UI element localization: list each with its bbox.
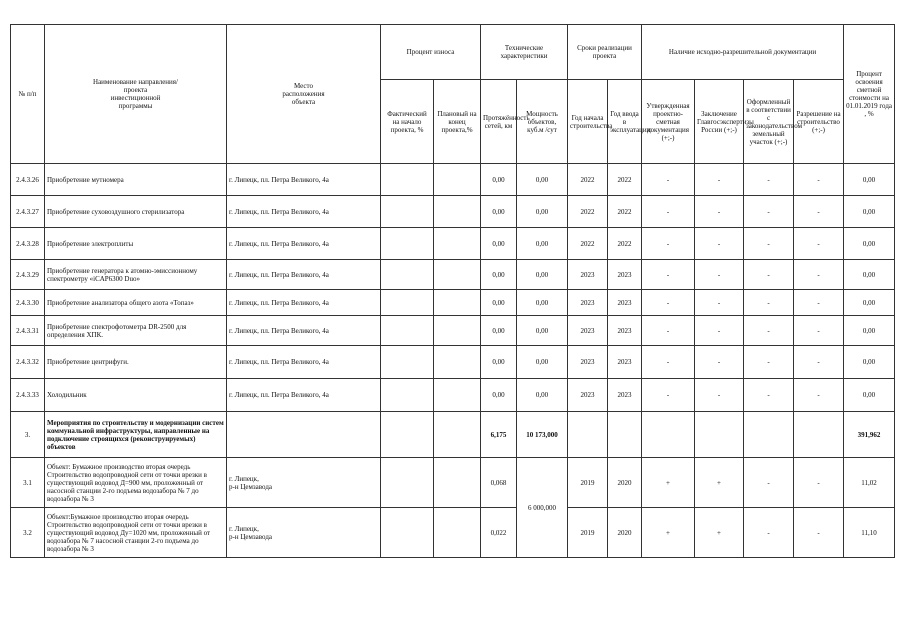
row-docs-permit: - <box>794 346 844 379</box>
row-num: 2.4.3.26 <box>11 164 45 196</box>
row-cost: 0,00 <box>844 196 895 228</box>
row-capacity: 0,00 <box>517 260 568 290</box>
row-capacity: 0,00 <box>517 290 568 316</box>
row-length: 0,00 <box>481 379 517 412</box>
row-num: 2.4.3.28 <box>11 228 45 260</box>
section-name: Мероприятия по строительству и модернизации систем коммунальной инфраструктуры, направленные на подключение строящихся (реконструируемых) объектов <box>45 412 227 458</box>
row-num: 2.4.3.27 <box>11 196 45 228</box>
row-docs-permit: - <box>794 379 844 412</box>
section-docs-land <box>744 412 794 458</box>
row-docs-land: - <box>744 508 794 558</box>
row-wear-planned <box>434 458 481 508</box>
row-docs-approved: - <box>642 346 695 379</box>
row-wear-actual <box>381 196 434 228</box>
row-docs-expert: - <box>695 346 744 379</box>
row-cost: 0,00 <box>844 290 895 316</box>
row-docs-land: - <box>744 164 794 196</box>
row-cost: 0,00 <box>844 346 895 379</box>
row-docs-permit: - <box>794 228 844 260</box>
row-cost: 11,10 <box>844 508 895 558</box>
header-term-start: Год начала строительства <box>568 80 608 164</box>
row-docs-expert: - <box>695 290 744 316</box>
row-cost: 0,00 <box>844 260 895 290</box>
row-wear-actual <box>381 458 434 508</box>
table-row <box>11 196 895 228</box>
row-place: г. Липецк, пл. Петра Великого, 4а <box>227 290 381 316</box>
objects-capacity: 6 000,000 <box>517 458 568 558</box>
row-docs-expert: + <box>695 458 744 508</box>
row-place: г. Липецк, пл. Петра Великого, 4а <box>227 346 381 379</box>
section-wear-actual <box>381 412 434 458</box>
row-start-year: 2022 <box>568 196 608 228</box>
row-wear-actual <box>381 290 434 316</box>
row-num: 2.4.3.31 <box>11 316 45 346</box>
row-docs-permit: - <box>794 508 844 558</box>
header-wear-group: Процент износа <box>381 25 481 80</box>
row-name: Приобретение анализатора общего азота «Топаз» <box>45 290 227 316</box>
row-docs-permit: - <box>794 290 844 316</box>
row-end-year: 2023 <box>608 290 642 316</box>
table-row <box>11 164 895 196</box>
header-wear-actual: Фактический на начало проекта, % <box>381 80 434 164</box>
row-name: Приобретение электроплиты <box>45 228 227 260</box>
row-wear-planned <box>434 316 481 346</box>
row-start-year: 2023 <box>568 290 608 316</box>
row-docs-expert: - <box>695 379 744 412</box>
table-header <box>11 25 895 164</box>
row-docs-expert: - <box>695 316 744 346</box>
header-docs-land: Оформленный в соответствии с законодательством земельный участок (+;-) <box>744 80 794 164</box>
row-cost: 0,00 <box>844 164 895 196</box>
row-length: 0,068 <box>481 458 517 508</box>
row-end-year: 2023 <box>608 316 642 346</box>
row-wear-planned <box>434 379 481 412</box>
section-num: 3. <box>11 412 45 458</box>
row-place: г. Липецк, р-н Цемзавода <box>227 508 381 558</box>
row-cost: 0,00 <box>844 379 895 412</box>
row-start-year: 2023 <box>568 316 608 346</box>
row-docs-land: - <box>744 228 794 260</box>
row-cost: 11,02 <box>844 458 895 508</box>
table-row <box>11 508 895 558</box>
header-tech-length: Протяжённость сетей, км <box>481 80 517 164</box>
table-row <box>11 290 895 316</box>
row-docs-permit: - <box>794 316 844 346</box>
header-docs-expert: Заключение Главгосэкспертизы России (+;-) <box>695 80 744 164</box>
header-tech-group: Технические характеристики <box>481 25 568 80</box>
row-docs-land: - <box>744 290 794 316</box>
row-docs-expert: - <box>695 164 744 196</box>
row-capacity: 0,00 <box>517 196 568 228</box>
row-start-year: 2023 <box>568 346 608 379</box>
row-docs-permit: - <box>794 260 844 290</box>
row-wear-actual <box>381 508 434 558</box>
row-start-year: 2022 <box>568 164 608 196</box>
row-start-year: 2022 <box>568 228 608 260</box>
row-docs-approved: - <box>642 228 695 260</box>
header-cost: Процент освоения сметной стоимости на 01.01.2019 года , % <box>844 25 895 164</box>
row-place: г. Липецк, пл. Петра Великого, 4а <box>227 316 381 346</box>
row-docs-permit: - <box>794 458 844 508</box>
row-wear-planned <box>434 228 481 260</box>
row-docs-land: - <box>744 316 794 346</box>
header-term-group: Сроки реализации проекта <box>568 25 642 80</box>
row-wear-planned <box>434 290 481 316</box>
header-docs-permit: Разрешение на строительство (+;-) <box>794 80 844 164</box>
row-docs-permit: - <box>794 196 844 228</box>
row-capacity: 0,00 <box>517 379 568 412</box>
row-cost: 0,00 <box>844 316 895 346</box>
row-place: г. Липецк, пл. Петра Великого, 4а <box>227 379 381 412</box>
row-capacity: 0,00 <box>517 164 568 196</box>
header-term-end: Год ввода в эксплуатацию <box>608 80 642 164</box>
row-docs-land: - <box>744 379 794 412</box>
row-wear-planned <box>434 164 481 196</box>
row-end-year: 2022 <box>608 196 642 228</box>
row-end-year: 2020 <box>608 508 642 558</box>
row-docs-approved: - <box>642 196 695 228</box>
row-length: 0,00 <box>481 164 517 196</box>
row-end-year: 2023 <box>608 379 642 412</box>
row-end-year: 2023 <box>608 346 642 379</box>
header-place: Место расположения объекта <box>227 25 381 164</box>
row-wear-actual <box>381 346 434 379</box>
header-tech-capacity: Мощность объектов, куб.м /сут <box>517 80 568 164</box>
row-name: Объект:Бумажное производство вторая очередь Строительство водопроводной сети от точки врезки в существующий водовод Ду=1020 мм, проложенный от водозабора № 7 насосной станции 2-го подъема до водозабора № 3 <box>45 508 227 558</box>
row-docs-permit: - <box>794 164 844 196</box>
row-num: 3.1 <box>11 458 45 508</box>
row-wear-actual <box>381 228 434 260</box>
row-num: 2.4.3.30 <box>11 290 45 316</box>
investment-program-table <box>10 24 895 558</box>
row-capacity: 0,00 <box>517 316 568 346</box>
row-start-year: 2019 <box>568 508 608 558</box>
row-end-year: 2022 <box>608 164 642 196</box>
row-length: 0,00 <box>481 316 517 346</box>
row-wear-planned <box>434 508 481 558</box>
header-num: № п/п <box>11 25 45 164</box>
row-length: 0,00 <box>481 290 517 316</box>
row-docs-approved: + <box>642 508 695 558</box>
section-capacity: 10 173,000 <box>517 412 568 458</box>
row-place: г. Липецк, пл. Петра Великого, 4а <box>227 260 381 290</box>
row-num: 2.4.3.33 <box>11 379 45 412</box>
header-name: Наименование направления/ проекта инвестиционной программы <box>45 25 227 164</box>
table-row <box>11 316 895 346</box>
row-length: 0,00 <box>481 346 517 379</box>
row-wear-planned <box>434 196 481 228</box>
row-name: Холодильник <box>45 379 227 412</box>
section-place <box>227 412 381 458</box>
table-row <box>11 379 895 412</box>
row-num: 2.4.3.29 <box>11 260 45 290</box>
row-docs-land: - <box>744 458 794 508</box>
table-row <box>11 228 895 260</box>
row-docs-approved: - <box>642 290 695 316</box>
section-end-year <box>608 412 642 458</box>
row-wear-planned <box>434 260 481 290</box>
row-place: г. Липецк, р-н Цемзавода <box>227 458 381 508</box>
row-docs-approved: + <box>642 458 695 508</box>
row-docs-approved: - <box>642 379 695 412</box>
table-row <box>11 260 895 290</box>
header-wear-planned: Плановый на конец проекта,% <box>434 80 481 164</box>
section-row <box>11 412 895 458</box>
row-name: Приобретение генератора к атомно-эмиссионному спектрометру «iCAP6300 Duo» <box>45 260 227 290</box>
row-wear-actual <box>381 260 434 290</box>
row-length: 0,00 <box>481 260 517 290</box>
row-capacity: 0,00 <box>517 228 568 260</box>
row-wear-actual <box>381 164 434 196</box>
row-docs-expert: + <box>695 508 744 558</box>
section-start-year <box>568 412 608 458</box>
row-start-year: 2019 <box>568 458 608 508</box>
row-docs-expert: - <box>695 260 744 290</box>
row-name: Приобретение суховоздушного стерилизатора <box>45 196 227 228</box>
section-docs-approved <box>642 412 695 458</box>
row-name: Приобретение спектрофотометра DR-2500 для определения ХПК. <box>45 316 227 346</box>
row-wear-actual <box>381 316 434 346</box>
section-docs-expert <box>695 412 744 458</box>
row-num: 2.4.3.32 <box>11 346 45 379</box>
table-body <box>11 164 895 558</box>
row-docs-approved: - <box>642 164 695 196</box>
header-docs-group: Наличие исходно-разрешительной документации <box>642 25 844 80</box>
row-wear-actual <box>381 379 434 412</box>
row-length: 0,022 <box>481 508 517 558</box>
row-length: 0,00 <box>481 228 517 260</box>
section-wear-planned <box>434 412 481 458</box>
row-name: Приобретение центрифуги. <box>45 346 227 379</box>
row-name: Приобретение мутномера <box>45 164 227 196</box>
row-start-year: 2023 <box>568 260 608 290</box>
row-name: Объект: Бумажное производство вторая очередь Строительство водопроводной сети от точки врезки в существующий водовод Д=900 мм, проложенный от насосной станции 2-го подъема водозабора № 7 до водозабора № 3 <box>45 458 227 508</box>
row-docs-expert: - <box>695 228 744 260</box>
section-cost: 391,962 <box>844 412 895 458</box>
row-wear-planned <box>434 346 481 379</box>
investment-program-table-sheet <box>10 24 894 558</box>
row-end-year: 2020 <box>608 458 642 508</box>
row-docs-approved: - <box>642 316 695 346</box>
row-place: г. Липецк, пл. Петра Великого, 4а <box>227 196 381 228</box>
section-length: 6,175 <box>481 412 517 458</box>
row-cost: 0,00 <box>844 228 895 260</box>
row-end-year: 2023 <box>608 260 642 290</box>
row-capacity: 0,00 <box>517 346 568 379</box>
table-row <box>11 346 895 379</box>
header-docs-approved: Утвержденная проектно-сметная документация (+;-) <box>642 80 695 164</box>
table-row <box>11 458 895 508</box>
row-length: 0,00 <box>481 196 517 228</box>
row-docs-approved: - <box>642 260 695 290</box>
row-place: г. Липецк, пл. Петра Великого, 4а <box>227 164 381 196</box>
row-docs-land: - <box>744 346 794 379</box>
row-place: г. Липецк, пл. Петра Великого, 4а <box>227 228 381 260</box>
row-docs-land: - <box>744 196 794 228</box>
section-docs-permit <box>794 412 844 458</box>
row-num: 3.2 <box>11 508 45 558</box>
row-end-year: 2022 <box>608 228 642 260</box>
row-start-year: 2023 <box>568 379 608 412</box>
row-docs-expert: - <box>695 196 744 228</box>
row-docs-land: - <box>744 260 794 290</box>
